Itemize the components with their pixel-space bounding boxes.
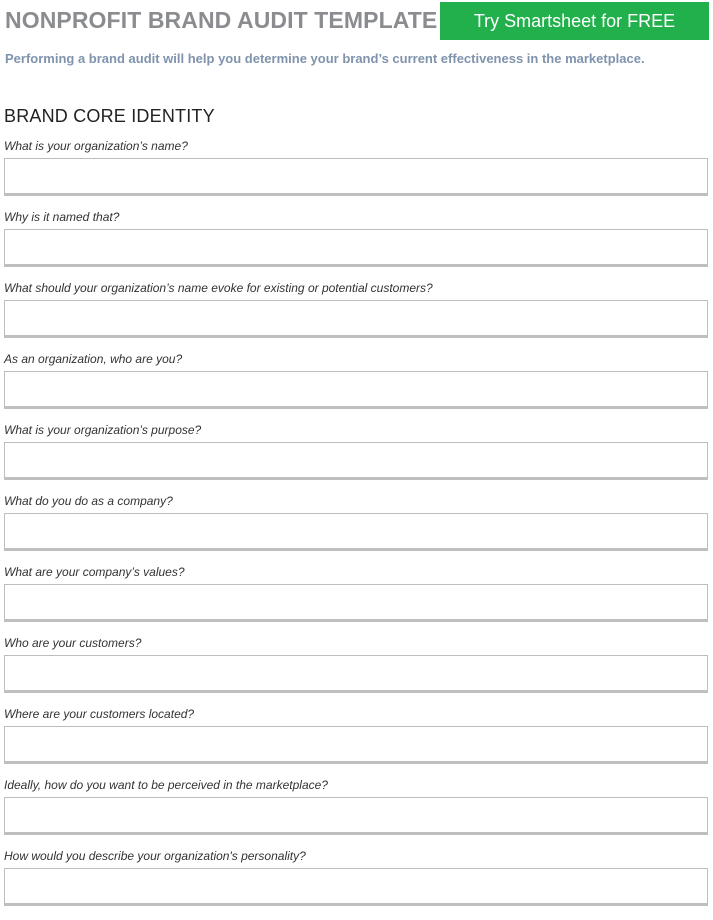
question-label: What is your organization’s name? — [4, 139, 188, 153]
page-subtitle: Performing a brand audit will help you determine your brand’s current effectiveness in the marketplace. — [5, 51, 645, 66]
question-item — [4, 423, 710, 494]
answer-field-organization-name[interactable] — [4, 158, 708, 196]
question-label: What should your organization’s name evoke for existing or potential customers? — [4, 281, 433, 295]
question-item — [4, 210, 710, 281]
section-heading-brand-core-identity: BRAND CORE IDENTITY — [4, 106, 215, 126]
question-item — [4, 707, 710, 778]
answer-field-purpose[interactable] — [4, 442, 708, 480]
question-label: Where are your customers located? — [4, 707, 195, 721]
question-item — [4, 849, 710, 920]
question-label: What do you do as a company? — [4, 494, 173, 508]
answer-field-perception[interactable] — [4, 797, 708, 835]
question-item — [4, 565, 710, 636]
question-item — [4, 778, 710, 849]
question-label: Who are your customers? — [4, 636, 142, 650]
question-item — [4, 352, 710, 423]
question-item — [4, 139, 710, 210]
answer-field-name-reason[interactable] — [4, 229, 708, 267]
answer-field-customer-location[interactable] — [4, 726, 708, 764]
question-label: Why is it named that? — [4, 210, 120, 224]
page-title: NONPROFIT BRAND AUDIT TEMPLATE — [5, 7, 438, 33]
answer-field-name-evoke[interactable] — [4, 300, 708, 338]
question-list — [4, 139, 710, 920]
question-label: How would you describe your organization's personality? — [4, 849, 306, 863]
try-smartsheet-button[interactable]: Try Smartsheet for FREE — [440, 2, 709, 40]
question-item — [4, 281, 710, 352]
question-label: As an organization, who are you? — [4, 352, 183, 366]
question-label: What is your organization’s purpose? — [4, 423, 202, 437]
answer-field-what-you-do[interactable] — [4, 513, 708, 551]
question-item — [4, 494, 710, 565]
answer-field-customers[interactable] — [4, 655, 708, 693]
question-item — [4, 636, 710, 707]
answer-field-who-are-you[interactable] — [4, 371, 708, 409]
question-label: Ideally, how do you want to be perceived in the marketplace? — [4, 778, 328, 792]
answer-field-personality[interactable] — [4, 868, 708, 906]
answer-field-values[interactable] — [4, 584, 708, 622]
question-label: What are your company’s values? — [4, 565, 185, 579]
